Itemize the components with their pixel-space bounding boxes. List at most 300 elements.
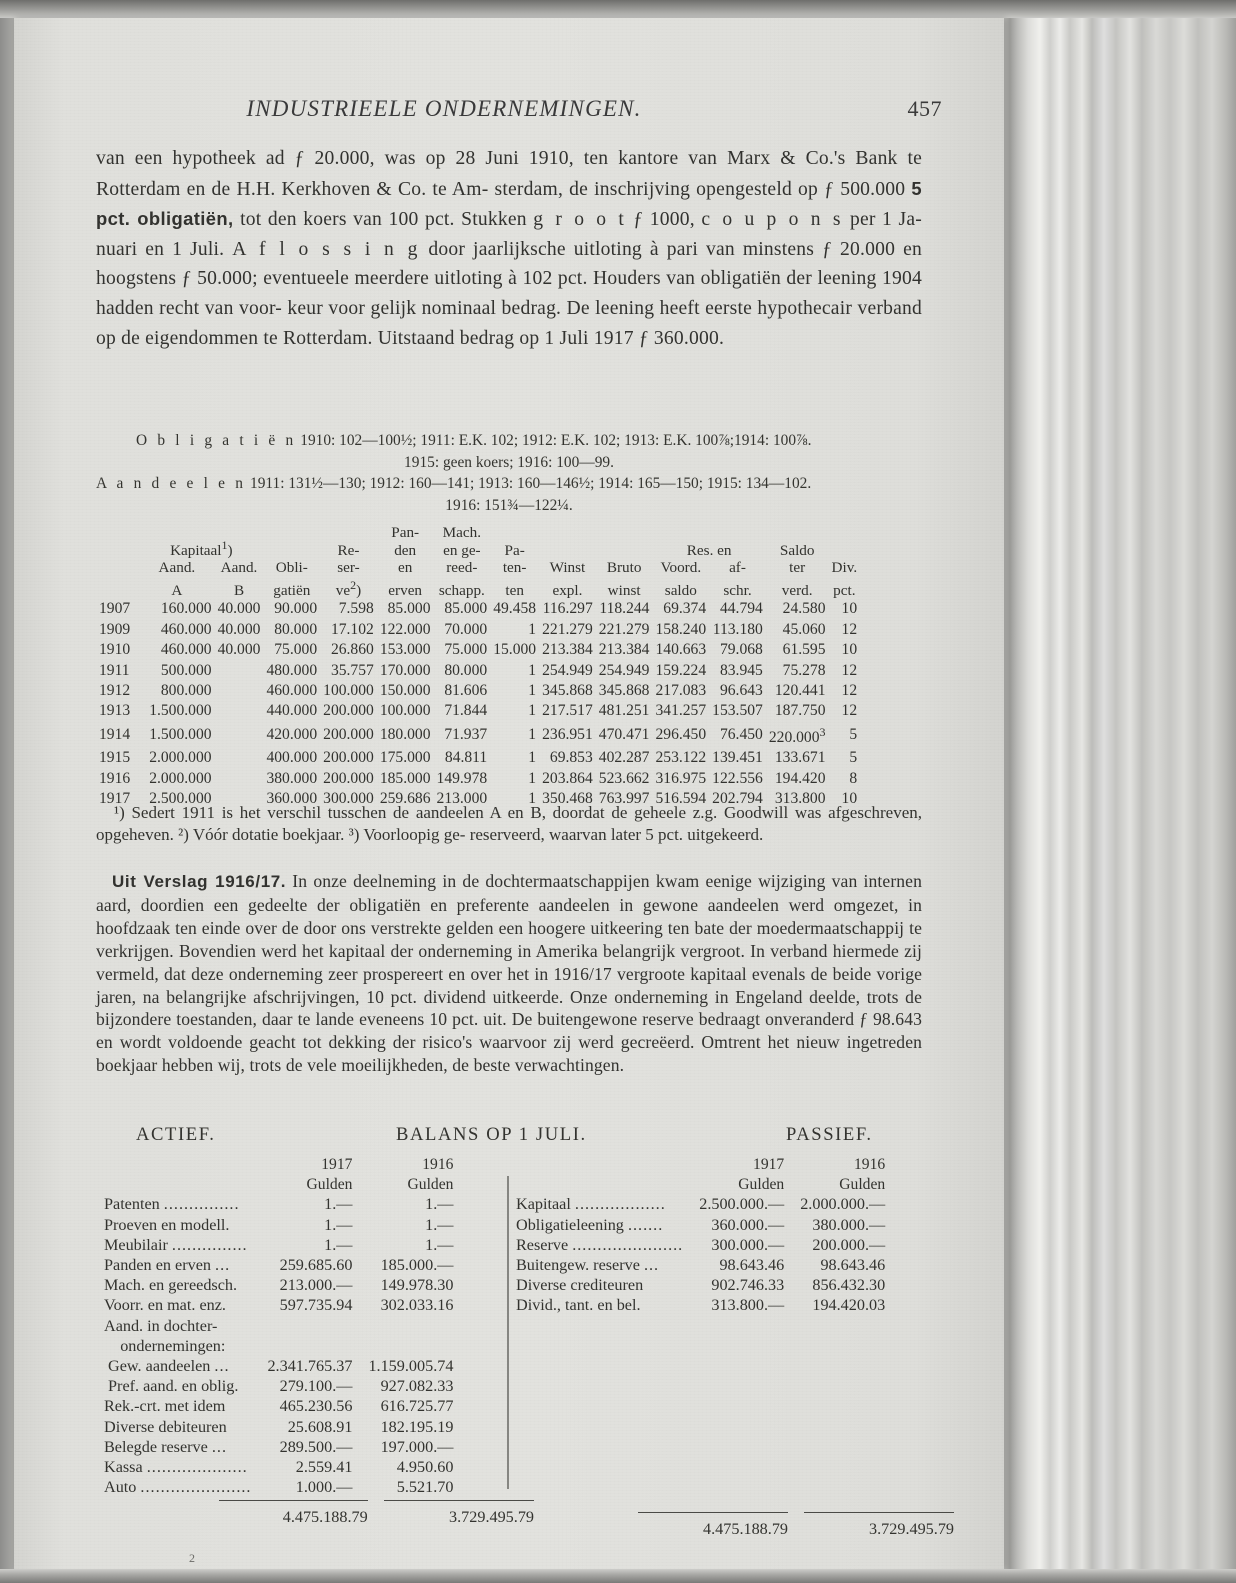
financial-table-wrapper — [96, 524, 860, 810]
actief-unit-1917: Gulden — [306, 1175, 353, 1193]
intro-line-4c: ƒ 1000, — [626, 209, 702, 231]
row-year: 1917 — [99, 790, 131, 808]
row-cell: 200.000 — [323, 725, 374, 743]
balance-row-label: Meubilair ............... — [104, 1235, 248, 1254]
row-dividend: 12 — [841, 682, 858, 700]
balance-row-label: Buitengew. reserve ... — [516, 1256, 660, 1275]
balance-row-1916: 182.195.19 — [380, 1417, 454, 1436]
row-dividend: 5 — [849, 725, 858, 743]
financial-table-head — [96, 524, 860, 599]
actief-rule-box — [104, 1500, 534, 1527]
balance-row-1917: 597.735.94 — [279, 1296, 353, 1315]
balance-row — [104, 1275, 453, 1295]
balance-title-actief: ACTIEF. — [136, 1124, 216, 1145]
row-cell: 2.500.000 — [149, 790, 212, 808]
row-cell: 113.180 — [712, 620, 763, 638]
page-number: 457 — [907, 96, 942, 121]
footnote-line-2: Goodwill was afgeschreven, opgeheven. ²) Vóór dotatie boekjaar. ³) Voorloopig ge- — [96, 803, 922, 845]
table-row — [96, 681, 860, 701]
table-row — [96, 722, 860, 749]
balance-row-1916 — [352, 1316, 453, 1336]
row-dividend: 10 — [841, 600, 858, 618]
balance-row-1917: 1.— — [324, 1235, 353, 1254]
passief-body — [516, 1194, 885, 1315]
obligatien-values-1: 1910: 102—100½; 1911: E.K. 102; 1912: E.K. 102; 1913: E.K. 100⅞;1914: 100⅞. — [300, 432, 812, 449]
balance-row-1916: 197.000.— — [380, 1437, 454, 1456]
row-cell: 313.800 — [774, 790, 826, 808]
balance-row — [104, 1376, 453, 1396]
row-cell: 200.000 — [323, 769, 374, 787]
row-cell: 84.811 — [444, 749, 488, 767]
passief-rule-box — [516, 1512, 956, 1539]
table-footnotes — [96, 802, 922, 847]
actief-year-1916: 1916 — [422, 1155, 454, 1173]
passief-unit-1916: Gulden — [839, 1175, 886, 1193]
row-cell: 213.384 — [542, 641, 593, 659]
th-ten-1: ten- — [502, 559, 527, 577]
th-aand-1: Aand. — [158, 559, 196, 577]
row-cell: 139.451 — [712, 749, 763, 767]
intro-line-6: minstens ƒ 20.000 en hoogstens ƒ 50.000; eventueele meerdere uitloting à — [96, 238, 922, 290]
balance-row-1917: 2.341.765.37 — [267, 1357, 353, 1376]
balance-row-label: Pref. aand. en oblig. — [104, 1377, 239, 1396]
row-cell: 133.671 — [774, 749, 826, 767]
balance-row — [516, 1215, 885, 1235]
th-aand-2: Aand. — [220, 559, 258, 577]
row-cell: 122.000 — [379, 620, 431, 638]
th-bruto: Bruto — [606, 559, 642, 577]
row-cell: 187.750 — [774, 702, 826, 720]
balance-row — [516, 1275, 885, 1295]
intro-paragraph-block — [96, 144, 922, 353]
balance-row-1917 — [251, 1336, 352, 1356]
balance-row-label: Divid., tant. en bel. — [516, 1296, 641, 1315]
table-row — [96, 599, 860, 619]
balance-row-1916: 5.521.70 — [396, 1478, 454, 1497]
balance-row — [104, 1215, 453, 1235]
row-cell: 420.000 — [266, 725, 318, 743]
row-dividend: 10 — [841, 790, 858, 808]
balance-title-passief: PASSIEF. — [786, 1124, 873, 1145]
verslag-paragraph — [96, 870, 922, 1077]
row-dividend: 12 — [841, 661, 858, 679]
balance-row-label: Kassa .................... — [104, 1458, 248, 1477]
verslag-text: In onze deelneming in de dochtermaatschappijen kwam eenige wijziging van internen aard, doordien een gedeelte der obligatiën en preferente aandeelen in gewone aandeelen werd omgezet, in hoofdzaak ten einde over de door ons verstrekte gelden een hoogere uitkeering ten bate der moedermaatschappij te verkrijgen. Bovendien werd het kapitaal der onderneming in Amerika belangrijk vergroot. In verband hiermede zij vermeld, dat deze onderneming zeer prospereert en over het in 1916/17 vergroote kapitaal evenals de beide vorige jaren, na belangrijke afschrijvingen, 10 pct. dividend uitkeerde. Onze onderneming in Engeland deelde, trots de bijzondere toestanden, daar te lande eveneens 10 pct. uit. De buitengewone reserve bedraagt onveranderd ƒ 98.643 en wordt voldoende geacht tot dekking der risico's waarvoor zij werd gecreëerd. Omtrent het nieuw ingetreden boekjaar hebben wij, trots de vele moeilijkheden, de beste verwachtingen. — [96, 871, 922, 1076]
balance-row-label: Belegde reserve ... — [104, 1437, 227, 1456]
intro-line-5a: nuari en 1 Juli. — [96, 238, 233, 260]
row-cell — [215, 769, 264, 789]
row-cell: 49.458 — [493, 600, 537, 618]
actief-year-row — [104, 1154, 453, 1174]
balance-row-1916: 4.950.60 — [396, 1458, 454, 1477]
passief-year-1916: 1916 — [854, 1155, 886, 1173]
actief-body — [104, 1194, 453, 1497]
balance-row-1916: 1.— — [425, 1215, 454, 1234]
row-cell: 1 — [528, 790, 537, 808]
actief-unit-row — [104, 1174, 453, 1194]
row-year: 1914 — [99, 725, 131, 743]
row-year: 1915 — [99, 749, 131, 767]
th-schapp: schapp. — [438, 581, 485, 599]
row-cell: 213.384 — [598, 641, 650, 659]
balance-row-1917: 25.608.91 — [287, 1417, 353, 1436]
row-cell: 2.000.000 — [149, 749, 212, 767]
balance-row — [104, 1295, 453, 1315]
balance-row — [104, 1235, 453, 1255]
row-cell: 40.000 — [217, 600, 261, 618]
row-cell: 140.663 — [655, 641, 707, 659]
row-cell: 81.606 — [444, 682, 488, 700]
row-cell: 523.662 — [598, 769, 650, 787]
row-cell: 158.240 — [655, 620, 707, 638]
balance-row — [104, 1477, 453, 1497]
row-cell: 1 — [528, 661, 537, 679]
row-cell: 221.279 — [542, 620, 593, 638]
balance-row — [104, 1437, 453, 1457]
row-cell: 7.598 — [338, 600, 374, 618]
balance-row-1916: 98.643.46 — [820, 1256, 886, 1275]
row-dividend: 12 — [841, 620, 858, 638]
balance-sheet — [96, 1124, 954, 1538]
row-cell: 15.000 — [493, 641, 537, 659]
row-cell — [215, 661, 264, 681]
row-cell: 296.450 — [655, 725, 707, 743]
row-cell: 1 — [528, 620, 537, 638]
balance-row-label: Patenten ............... — [104, 1195, 240, 1214]
row-cell: 153.507 — [712, 702, 763, 720]
balance-row-label: Diverse debiteuren — [104, 1417, 227, 1436]
row-cell: 253.122 — [655, 749, 707, 767]
row-cell: 149.978 — [436, 769, 488, 787]
table-row — [96, 769, 860, 789]
obligatien-row — [96, 430, 922, 452]
table-row — [96, 701, 860, 721]
row-cell: 763.997 — [598, 790, 650, 808]
balance-title-center: BALANS OP 1 JULI. — [396, 1124, 587, 1145]
row-year: 1909 — [99, 620, 131, 638]
row-cell: 120.441 — [774, 682, 826, 700]
passief-table — [516, 1154, 885, 1316]
row-dividend: 5 — [849, 749, 858, 767]
row-cell: 516.594 — [655, 790, 707, 808]
row-cell: 221.279 — [598, 620, 650, 638]
th-pct: pct. — [833, 581, 856, 599]
balance-row-1917: 279.100.— — [279, 1377, 353, 1396]
coupons-spaced: c o u p o n s — [701, 209, 844, 231]
row-year: 1913 — [99, 702, 131, 720]
bottom-signature-mark: 2 — [189, 1551, 195, 1565]
intro-line-4e: per 1 Ja- — [843, 209, 922, 231]
intro-line-3a: sterdam, de inschrijving opengesteld op ƒ 500.000 — [494, 178, 912, 200]
row-cell — [215, 681, 264, 701]
actief-table — [104, 1154, 453, 1497]
footnote-line-1: ¹) Sedert 1911 is het verschil tusschen de aandeelen A en B, doordat de geheele z.g. — [114, 803, 718, 822]
th-ve: $ve^2$) — [335, 577, 362, 599]
balance-row — [104, 1417, 453, 1437]
balance-row-label: Mach. en gereedsch. — [104, 1276, 238, 1295]
balance-row-1916: 856.432.30 — [812, 1276, 886, 1295]
th-kapitaal: Kapitaal$^1$) — [170, 537, 233, 559]
balance-row-label: Aand. in dochter- — [104, 1316, 218, 1335]
th-a: A — [171, 581, 183, 599]
balance-row — [104, 1336, 453, 1356]
row-cell: 80.000 — [274, 620, 318, 638]
th-pan: Pan- den — [391, 524, 420, 559]
balance-row-label: Panden en erven ... — [104, 1256, 231, 1275]
th-en: en — [398, 559, 413, 577]
row-cell: 254.949 — [542, 661, 593, 679]
intro-line-1: van een hypotheek ad ƒ 20.000, was op 28 Juni 1910, ten kantore van — [96, 148, 718, 169]
row-cell: 122.556 — [712, 769, 763, 787]
balance-row-1916: 1.159.005.74 — [368, 1357, 454, 1376]
row-cell: 194.420 — [774, 769, 826, 787]
row-cell: 345.868 — [598, 682, 650, 700]
row-year: 1907 — [99, 600, 131, 618]
row-cell: 79.068 — [719, 641, 763, 659]
row-cell: 460.000 — [266, 682, 318, 700]
th-div: Div. — [831, 559, 858, 577]
row-cell — [215, 722, 264, 749]
th-ter: ter — [789, 559, 806, 577]
row-year: 1911 — [99, 661, 130, 679]
row-cell: 200.000 — [323, 702, 374, 720]
row-cell: 380.000 — [266, 769, 318, 787]
aandeelen-row — [96, 473, 922, 495]
balance-row — [104, 1255, 453, 1275]
row-cell: 200.000 — [323, 749, 374, 767]
actief-total-1916: 3.729.495.79 — [449, 1508, 534, 1527]
row-cell: 70.000 — [444, 620, 488, 638]
intro-line-5c: door jaarlijksche uitloting à pari van — [420, 238, 735, 260]
row-cell: 170.000 — [379, 661, 431, 679]
row-cell: 470.471 — [598, 725, 650, 743]
row-cell: 220.000$^3$ — [768, 724, 826, 747]
row-cell: 350.468 — [542, 790, 593, 808]
balance-row — [104, 1316, 453, 1336]
groot-spaced: g r o o t — [533, 209, 627, 231]
row-cell: 1 — [528, 702, 537, 720]
row-year: 1916 — [99, 769, 131, 787]
th-saldo-2: saldo — [664, 581, 697, 599]
balance-row — [516, 1235, 885, 1255]
row-cell: 61.595 — [782, 641, 826, 659]
row-cell: 44.794 — [719, 600, 763, 618]
balance-row — [104, 1356, 453, 1376]
th-obli: Obli- — [275, 559, 308, 577]
th-voord: Voord. — [660, 559, 702, 577]
header-row-3 — [96, 577, 860, 600]
balance-row-label: Proeven en modell. — [104, 1215, 230, 1234]
balance-row-1917: 2.500.000.— — [699, 1195, 785, 1214]
row-cell: 116.297 — [542, 600, 593, 618]
row-dividend: 8 — [849, 769, 858, 787]
row-cell: 2.000.000 — [149, 769, 212, 787]
row-cell: 300.000 — [323, 790, 374, 808]
row-cell: 96.643 — [719, 682, 763, 700]
row-year: 1912 — [99, 682, 131, 700]
intro-line-8: keur voor gelijk nominaal bedrag. De leening heeft eerste hypothecair — [287, 297, 853, 319]
row-cell: 150.000 — [379, 682, 431, 700]
row-cell: 40.000 — [217, 641, 261, 659]
th-winst-2: winst — [607, 581, 641, 599]
balance-row-1916: 616.725.77 — [380, 1397, 454, 1416]
row-cell: 83.945 — [719, 661, 763, 679]
row-cell: 76.450 — [719, 725, 763, 743]
row-cell: 217.083 — [655, 682, 707, 700]
balance-titles — [96, 1124, 922, 1154]
passief-totals-row — [516, 1513, 954, 1539]
row-cell: 85.000 — [444, 600, 488, 618]
row-cell: 71.844 — [444, 702, 488, 720]
intro-paragraph — [96, 144, 922, 353]
row-cell: 203.864 — [542, 769, 593, 787]
footnote-line-3: reserveerd, waarvan later 5 pct. uitgekeerd. — [469, 825, 764, 845]
row-cell: 1 — [528, 682, 537, 700]
row-cell — [215, 701, 264, 721]
row-cell: 26.860 — [330, 641, 374, 659]
row-cell: 17.102 — [330, 620, 374, 638]
balance-row-1917: 1.— — [324, 1215, 353, 1234]
balance-row-label: Rek.-crt. met idem — [104, 1397, 226, 1416]
th-verd: verd. — [781, 581, 813, 599]
balance-row-1916: 200.000.— — [812, 1235, 886, 1254]
balance-row-1917: 289.500.— — [279, 1437, 353, 1456]
row-cell: 90.000 — [274, 600, 318, 618]
intro-line-2: Marx & Co.'s Bank te Rotterdam en de H.H. Kerkhoven & Co. te Am- — [96, 148, 923, 200]
th-ten-2: ten — [505, 581, 524, 599]
table-row — [96, 748, 860, 768]
row-cell: 75.000 — [444, 641, 488, 659]
row-cell: 360.000 — [266, 790, 318, 808]
row-cell: 460.000 — [160, 641, 212, 659]
obligatien-bold: 5 pct. obligatiën, — [96, 177, 922, 230]
aflossing-spaced: A f l o s s i n g — [232, 238, 421, 260]
row-cell: 213.000 — [436, 790, 488, 808]
row-cell: 254.949 — [598, 661, 650, 679]
row-cell: 316.975 — [655, 769, 707, 787]
th-b: B — [233, 581, 245, 599]
row-cell: 80.000 — [444, 661, 488, 679]
balance-row-1917: 300.000.— — [711, 1235, 785, 1254]
row-cell: 185.000 — [379, 769, 431, 787]
th-expl: expl. — [552, 581, 583, 599]
balance-row-1916: 185.000.— — [380, 1256, 454, 1275]
passief-year-row — [516, 1154, 885, 1174]
header-row-1 — [96, 524, 860, 559]
row-cell: 236.951 — [542, 725, 593, 743]
balance-row-1917 — [251, 1316, 352, 1336]
balance-row-label: Kapitaal .................. — [516, 1195, 666, 1214]
passief-totals-table — [516, 1512, 954, 1539]
balance-row — [516, 1255, 885, 1275]
passief-unit-row — [516, 1174, 885, 1194]
row-cell: 75.278 — [782, 661, 826, 679]
balance-row-1916: 380.000.— — [812, 1215, 886, 1234]
row-cell: 217.517 — [542, 702, 593, 720]
balance-row-1916: 149.978.30 — [380, 1276, 454, 1295]
balance-row-1917: 1.000.— — [295, 1478, 353, 1497]
th-ser: ser- — [337, 559, 360, 577]
actief-unit-1916: Gulden — [407, 1175, 454, 1193]
table-row — [96, 661, 860, 681]
table-row — [96, 620, 860, 640]
actief-totals-row — [104, 1501, 534, 1527]
row-cell: 175.000 — [379, 749, 431, 767]
row-cell: 40.000 — [217, 620, 261, 638]
row-cell: 800.000 — [160, 682, 212, 700]
balance-row-1916: 2.000.000.— — [800, 1195, 886, 1214]
row-cell: 480.000 — [266, 661, 318, 679]
balance-row-label: ondernemingen: — [104, 1336, 226, 1355]
th-reed: reed- — [446, 559, 478, 577]
passief-year-1917: 1917 — [753, 1155, 785, 1173]
intro-line-4a: tot den koers van 100 pct. Stukken — [240, 209, 534, 231]
page-content — [14, 18, 1004, 1569]
balance-row — [104, 1457, 453, 1477]
th-winst: Winst — [549, 559, 586, 577]
row-cell: 1.500.000 — [149, 725, 212, 743]
balance-row-label: Gew. aandeelen ... — [104, 1357, 230, 1376]
th-erven: erven — [388, 581, 423, 599]
row-cell: 1 — [528, 769, 537, 787]
verslag-block — [96, 870, 922, 1077]
th-schr: schr. — [723, 581, 752, 599]
aandeelen-values-1: 1911: 131½—130; 1912: 160—141; 1913: 160—146½; 1914: 165—150; 1915: 134—102. — [250, 475, 812, 492]
row-cell: 35.757 — [330, 661, 374, 679]
row-cell: 400.000 — [266, 749, 318, 767]
obligatien-values-2: 1915: geen koers; 1916: 100—99. — [404, 453, 614, 471]
th-re: Re- — [337, 541, 360, 559]
th-saldo: Saldo — [779, 541, 815, 559]
balance-row-1916: 927.082.33 — [380, 1377, 454, 1396]
th-mach: Mach. en ge- — [442, 524, 482, 559]
balance-row-label: Diverse crediteuren — [516, 1276, 644, 1295]
row-cell: 259.686 — [379, 790, 431, 808]
row-cell: 440.000 — [266, 702, 318, 720]
balance-row-1917: 360.000.— — [711, 1215, 785, 1234]
balance-row-1917: 259.685.60 — [279, 1256, 353, 1275]
balance-row-1916: 1.— — [425, 1235, 454, 1254]
row-cell: 180.000 — [379, 725, 431, 743]
row-cell: 71.937 — [444, 725, 488, 743]
financial-table-body — [96, 599, 860, 809]
balance-row — [104, 1396, 453, 1416]
balance-row — [516, 1194, 885, 1214]
row-cell: 402.287 — [598, 749, 650, 767]
th-res-en: Res. en — [686, 541, 732, 559]
row-cell: 1 — [528, 749, 537, 767]
balance-row-1917: 902.746.33 — [711, 1276, 785, 1295]
row-cell: 1 — [528, 725, 537, 743]
row-cell: 345.868 — [542, 682, 593, 700]
row-cell: 1.500.000 — [149, 702, 212, 720]
balance-row — [516, 1295, 885, 1315]
row-dividend: 12 — [841, 702, 858, 720]
obligatien-label: O b l i g a t i ë n — [136, 432, 297, 449]
row-cell: 69.853 — [549, 749, 593, 767]
th-pa: Pa- — [504, 541, 525, 559]
row-cell — [215, 748, 264, 768]
balance-row-1917: 213.000.— — [279, 1276, 353, 1295]
row-cell: 159.224 — [655, 661, 707, 679]
row-cell: 69.374 — [663, 600, 707, 618]
balance-row-1917: 2.559.41 — [295, 1458, 353, 1477]
koersen-block — [96, 430, 922, 516]
balance-row-1917: 1.— — [324, 1195, 353, 1214]
running-head: INDUSTRIEELE ONDERNEMINGEN. — [246, 96, 642, 121]
balance-row-1917: 98.643.46 — [719, 1256, 785, 1275]
balance-passief-side — [516, 1154, 956, 1539]
